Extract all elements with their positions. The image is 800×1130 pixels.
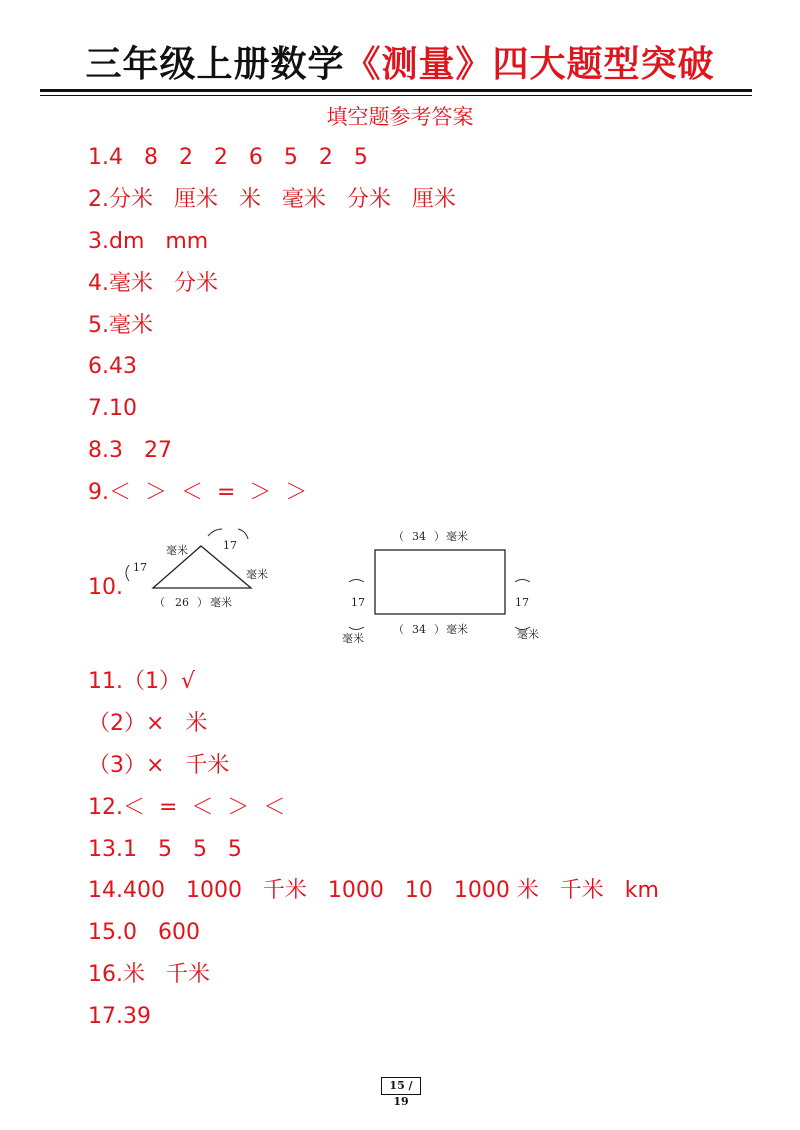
rectangle-top-unit: 毫米 (446, 530, 468, 543)
rectangle-figure (335, 520, 555, 648)
triangle-right-unit: 毫米 (246, 568, 268, 581)
rectangle-shape (375, 550, 505, 614)
rectangle-left-unit: 毫米 (342, 632, 364, 645)
rectangle-top: 34 (412, 530, 426, 543)
answer-line-1: 1.4 8 2 2 6 5 2 5 (88, 145, 368, 170)
triangle-right-side: 17 (223, 539, 237, 552)
title-rule-thick (40, 89, 752, 92)
rectangle-right: 17 (515, 596, 529, 609)
answer-line-10: 10. (88, 575, 123, 600)
answer-line-4: 4.毫米 分米 (88, 271, 218, 296)
answer-line-12: 12.＜ = ＜ ＞ ＜ (88, 795, 286, 820)
title-topic: 《测量》四大题型突破 (344, 44, 715, 85)
answer-line-7: 7.10 (88, 396, 137, 421)
triangle-left-side: 17 (133, 561, 147, 574)
answer-line-9: 9.＜ ＞ ＜ = ＞ ＞ (88, 480, 308, 505)
triangle-base-open: （ (154, 596, 165, 609)
answer-line-17: 17.39 (88, 1004, 151, 1029)
answer-line-11-3: （3）× 千米 (88, 753, 230, 778)
answer-line-5: 5.毫米 (88, 313, 153, 338)
rectangle-right-unit: 毫米 (517, 628, 539, 641)
answer-line-3: 3.dm mm (88, 229, 209, 254)
triangle-figure (120, 525, 290, 620)
triangle-base-unit: 毫米 (210, 596, 232, 609)
rectangle-left: 17 (351, 596, 365, 609)
title-rule-thin (40, 95, 752, 96)
answer-line-11-2: （2）× 米 (88, 711, 208, 736)
answer-line-2: 2.分米 厘米 米 毫米 分米 厘米 (88, 187, 456, 212)
title-grade: 三年级上册数学 (85, 44, 345, 85)
page-title (0, 40, 800, 90)
answer-line-6: 6.43 (88, 354, 137, 379)
rectangle-bottom-unit: 毫米 (446, 623, 468, 636)
rectangle-bottom-close: ） (434, 623, 445, 636)
answer-line-15: 15.0 600 (88, 920, 200, 945)
rectangle-top-close: ） (434, 530, 445, 543)
rectangle-bottom: 34 (412, 623, 426, 636)
triangle-base-close: ） (197, 596, 208, 609)
answer-line-14: 14.400 1000 千米 1000 10 1000 米 千米 km (88, 878, 659, 903)
answer-line-11: 11.（1）√ (88, 669, 196, 694)
triangle-base: 26 (175, 596, 189, 609)
page-number: 15 / 19 (381, 1077, 421, 1095)
section-subtitle: 填空题参考答案 (326, 105, 474, 129)
answer-line-8: 8.3 27 (88, 438, 172, 463)
rectangle-top-open: （ (393, 530, 404, 543)
answer-line-13: 13.1 5 5 5 (88, 837, 242, 862)
rectangle-bottom-open: （ (393, 623, 404, 636)
triangle-left-unit: 毫米 (166, 544, 188, 557)
answer-line-16: 16.米 千米 (88, 962, 210, 987)
